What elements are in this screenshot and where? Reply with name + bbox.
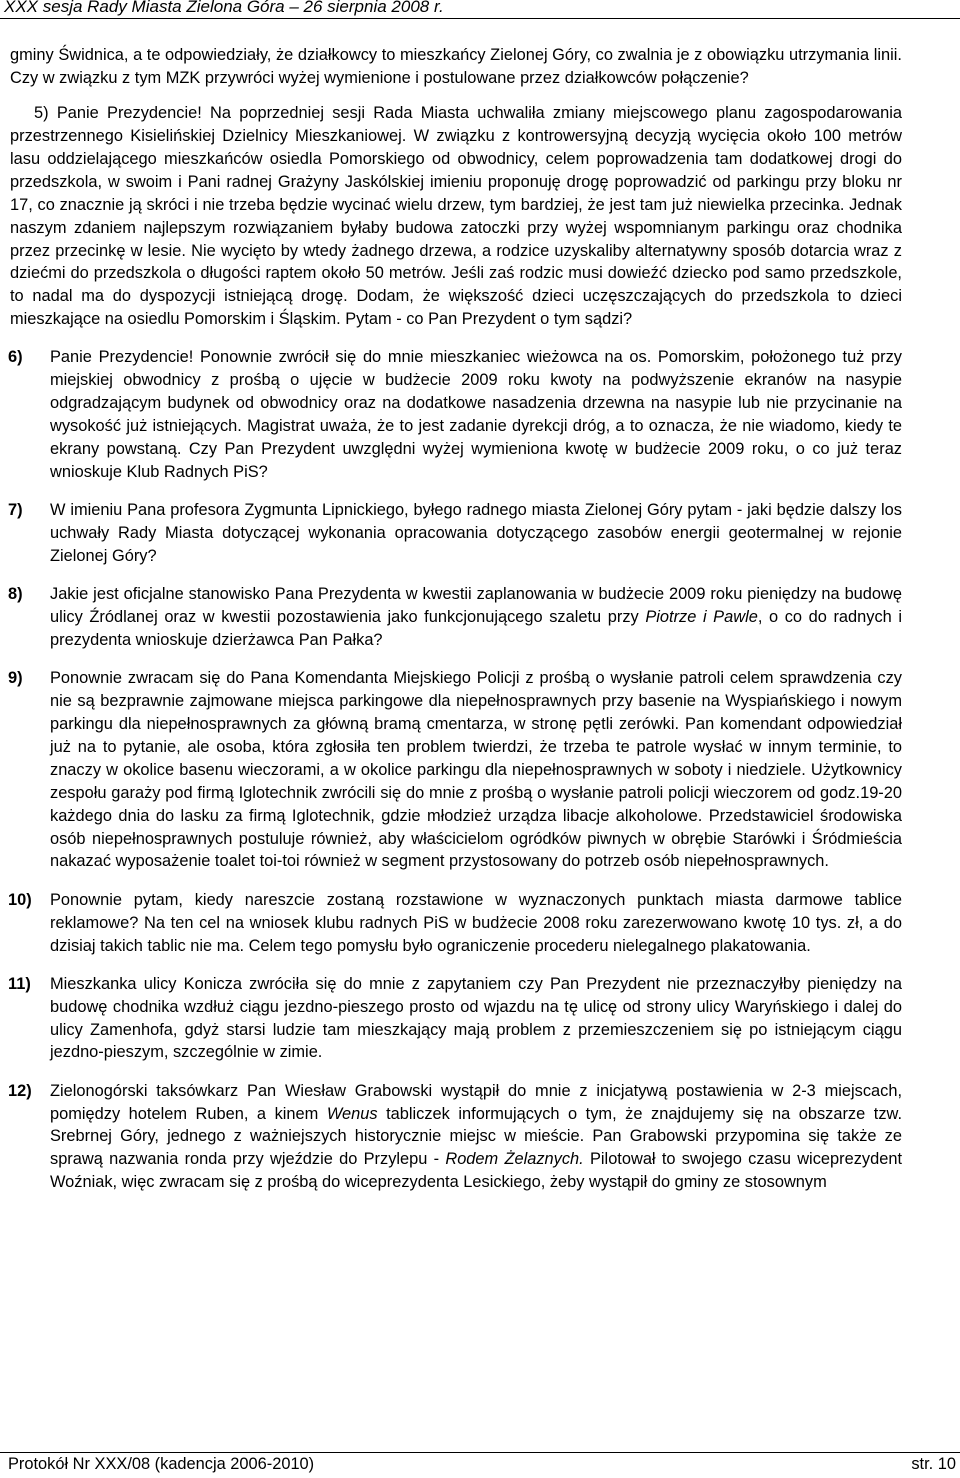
list-item-text: Jakie jest oficjalne stanowisko Pana Prezydenta w kwestii zaplanowania w budżecie 2009 roku pieniędzy na budowę ulicy Źródlanej oraz w kwestii pozostawienia jako funkcjonującego szaletu przy Piotrze i Pawle, o co do radnych i prezydenta wnioskuje dzierżawca Pan Pałka? bbox=[50, 585, 902, 650]
list-item-number: 12) bbox=[8, 1081, 32, 1100]
list-item-number: 8) bbox=[8, 585, 23, 604]
list-item-number: 9) bbox=[8, 669, 23, 688]
document-body bbox=[10, 44, 902, 1209]
list-item-text: Ponownie pytam, kiedy nareszcie zostaną rozstawione w wyznaczonych punktach miasta darmowe tablice reklamowe? Na ten cel na wniosek klubu radnych PiS w budżecie 2008 roku zarezerwowano kwotę 10 tys. zł, a do dzisiaj takich tablic nie ma. Celem tego pomysłu było ograniczenie procederu nielegalnego plakatowania. bbox=[50, 890, 902, 955]
list-item-number: 6) bbox=[8, 348, 23, 367]
header-title: XXX sesja Rady Miasta Zielona Góra – 26 sierpnia 2008 r. bbox=[4, 0, 444, 16]
list-item bbox=[10, 973, 902, 1065]
list-item-number: 11) bbox=[8, 974, 31, 993]
list-item-text: 5) Panie Prezydencie! Na poprzedniej sesji Rada Miasta uchwaliła zmiany miejscowego planu zagospodarowania przestrzennego Kisielińskiej Dzielnicy Mieszkaniowej. W związku z kontrowersyjną decyzją wycięcia około 100 metrów lasu oddzielającego mieszkańców osiedla Pomorskiego od obwodnicy, celem poprowadzenia tam dodatkowej drogi do przedszkola, w swoim i Pani radnej Grażyny Jaskólskiej imieniu proponuję drogę poprowadzić od parkingu przy bloku nr 17, co znacznie ją skróci i nie trzeba będzie wycinać wielu drzew, tym bardziej, że jest tam już niewielka przecinka. Jednak naszym zdaniem najlepszym rozwiązaniem byłaby budowa zatoczki przy wyżej wspomnianym parkingu oraz chodnika przez przecinkę w lesie. Nie wycięto by wtedy żadnego drzewa, a rodzice uzyskaliby alternatywny sposób dotarcia wraz z dziećmi do przedszkola o długości raptem około 50 metrów. Jeśli zaś rodzic musi dowieźć dziecko pod samo przedszkole, to nadal ma do dyspozycji istniejącą drogę. Dodam, że większość dzieci uczęszczających do przedszkola to dzieci mieszkające na osiedlu Pomorskim i Śląskim. Pytam - co Pan Prezydent o tym sądzi? bbox=[10, 104, 903, 329]
list-item bbox=[10, 499, 902, 568]
page-footer bbox=[0, 1452, 960, 1478]
list-item bbox=[10, 583, 902, 652]
footer-protocol: Protokół Nr XXX/08 (kadencja 2006-2010) bbox=[8, 1455, 315, 1473]
list-item-number: 7) bbox=[8, 501, 23, 520]
italic-name: Piotrze i Pawle bbox=[645, 608, 758, 627]
list-item-text: Mieszkanka ulicy Konicza zwróciła się do mnie z zapytaniem czy Pan Prezydent nie przeznaczyłby pieniędzy na budowę chodnika wzdłuż ciągu jezdno-pieszego prosto od wjazdu na tę ulicę od strony ulicy Waryńskiego i dalej do ulicy Zamenhofa, gdyż starsi ludzie tam mieszkający mają problem z przemieszczeniem się po istniejącym ciągu jezdno-pieszym, szczególnie w zimie. bbox=[50, 974, 902, 1062]
list-item bbox=[10, 889, 902, 958]
list-item-text: Panie Prezydencie! Ponownie zwrócił się do mnie mieszkaniec wieżowca na os. Pomorskim, położonego tuż przy miejskiej obwodnicy z prośbą o ujęcie w budżecie 2009 roku kwoty na podwyższenie ekranów na nasypie odgradzającym budynek od obwodnicy oraz na dodatkowe nasadzenia drzewna na nasypie lub nie przycinanie na wysokość już istniejących. Magistrat uważa, że to jest zadanie dyrekcji dróg, a to oznacza, że nie wiadomo, kiedy te ekrany powstaną. Czy Pan Prezydent uwzględni wyżej wymieniona kwotę w budżecie 2009 roku, o co już teraz wnioskuje Klub Radnych PiS? bbox=[50, 348, 902, 481]
list-item-text: Zielonogórski taksówkarz Pan Wiesław Grabowski wystąpił do mnie z inicjatywą postawienia w 2-3 miejscach, pomiędzy hotelem Ruben, a kinem Wenus tabliczek informujących o tym, że znajdujemy się na obszarze tzw. Srebrnej Góry, jednego z ważniejszych historycznie miejsc w mieście. Pan Grabowski przypomina się także ze sprawą nazwania ronda przy wjeździe do Przylepu - Rodem Żelaznych. Pilotował to swojego czasu wiceprezydent Woźniak, więc zwracam się z prośbą do wiceprezydenta Lesickiego, żeby wystąpił do gminy ze stosownym bbox=[50, 1081, 902, 1192]
list-item bbox=[10, 1080, 902, 1195]
list-item-text: W imieniu Pana profesora Zygmunta Lipnickiego, byłego radnego miasta Zielonej Góry pytam - jaki będzie dalszy los uchwały Rady Miasta dotyczącej wykonania opracowania dotyczącego zasobów energii geotermalnej w rejonie Zielonej Góry? bbox=[50, 501, 902, 566]
list-item-number: 5) bbox=[34, 104, 49, 123]
italic-name: Wenus bbox=[326, 1104, 378, 1123]
page-header bbox=[0, 0, 960, 19]
list-item-text: Ponownie zwracam się do Pana Komendanta Miejskiego Policji z prośbą o wysłanie patroli celem sprawdzenia czy nie są bezprawnie zajmowane miejsca parkingowe dla niepełnosprawnych przy basenie na Wyspiańskiego i nowym parkingu dla niepełnosprawnych za główną bramą cmentarza, w stronę pętli zerówki. Pan komendant odpowiedział już na to pytanie, ale osoba, która zgłosiła ten problem twierdzi, że trzeba te patrole wysłać w innym terminie, to znaczy w okolice basenu wieczorami, a w okolice parkingu dla niepełnosprawnych w soboty i niedziele. Użytkownicy zespołu garaży pod firmą Iglotechnik zwrócili się do mnie z prośbą o wysłanie patroli policji wieczorem od godz.19-20 każdego dnia do lasku za firmą Iglotechnik, gdzie młodzież urządza libacje alkoholowe. Przedstawiciel środowiska osób niepełnosprawnych postuluje również, aby właścicielom ogródków piwnych w obrębie Starówki i Śródmieścia nakazać wyposażenie toalet toi-toi również w segment przystosowany do potrzeb osób niepełnosprawnych. bbox=[50, 669, 902, 871]
intro-paragraph: gminy Świdnica, a te odpowiedziały, że działkowcy to mieszkańcy Zielonej Góry, co zwalnia je z obowiązku utrzymania linii. Czy w związku z tym MZK przywróci wyżej wymienione i postulowane przez działkowców połączenie? bbox=[10, 46, 902, 87]
list-item bbox=[10, 667, 902, 873]
list-item-number: 10) bbox=[8, 890, 32, 909]
italic-name: Rodem Żelaznych. bbox=[445, 1150, 584, 1169]
page-number: str. 10 bbox=[911, 1455, 956, 1473]
list-item bbox=[10, 346, 902, 483]
list-item bbox=[10, 102, 902, 331]
